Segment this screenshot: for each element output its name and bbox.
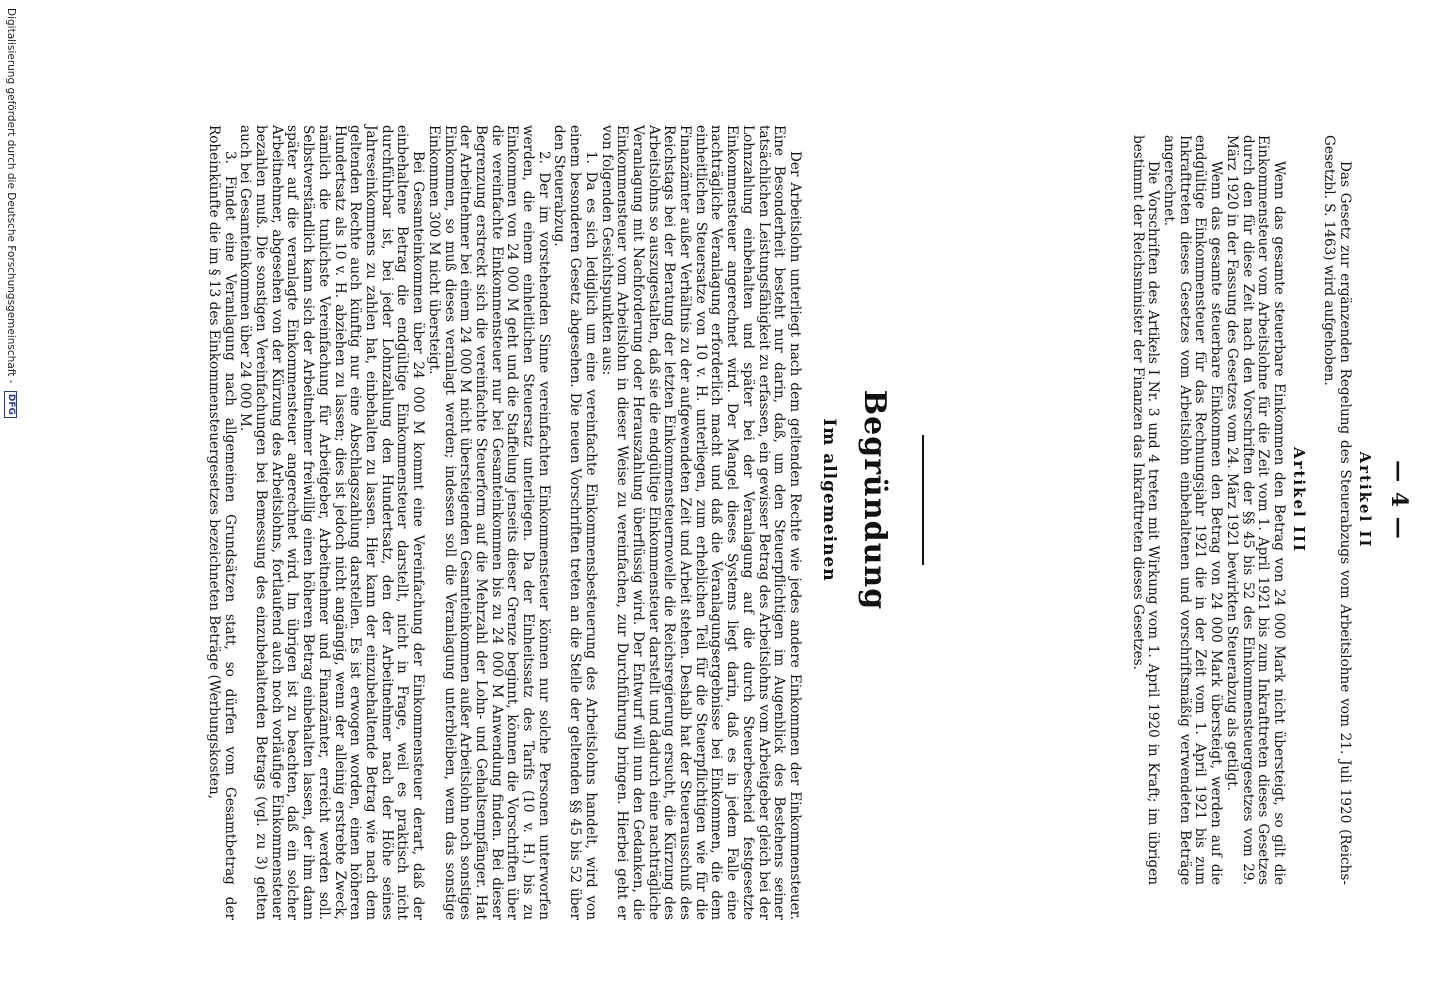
article-2-heading: Artikel II [1356, 451, 1374, 549]
section-divider [922, 435, 924, 565]
footer-text: Digitalisierung gefördert durch die Deutsche Forschungsgemeinschaft - [5, 8, 17, 384]
begruendung-title: Begründung [857, 389, 892, 611]
article-3-paragraph: Wenn das gesamte steuerbare Einkommen den Betrag von 24 000 Mark übersteigt, werden auf die endgültige Einkommensteuer für das Rechnungsjahr 1921 die in der Zeit vom 1. April 1921 bis zum Inkrafttreten dieses Gesetzes vom Arbeitslohn einbehaltenen und vorschriftsmäßig verwendeten Beträge angerechnet. [1161, 135, 1225, 885]
article-2-paragraph: Das Gesetz zur ergänzenden Regelung des Steuerabzugs vom Arbeitslohne vom 21. Juli 1920 (Reichs-Gesetzbl. S. 1463) wird aufgehoben. [1321, 135, 1353, 885]
begruendung-paragraph: Der Arbeitslohn unterliegt nach dem geltenden Rechte wie jedes andere Einkommen der Einkommensteuer. Eine Besonderheit besteht nur darin, daß, um den Steuerpflichtigen im Augenblick des Bestehens seiner tatsächlichen Leistungsfähigkeit zu erfassen, ein gewisser Betrag des Arbeitslohns vom Arbeitgeber gleich bei der Lohnzahlung einbehalten und später bei der Veranlagung auf die durch Steuerbescheid festgesetzte Einkommensteuer angerechnet wird. Der Mangel dieses Systems liegt darin, daß es in jedem Falle eine nachträgliche Veranlagung erforderlich macht und daß die Veranlagungsergebnisse bei Einkommen, die dem einheitlichen Steuersatze von 10 v. H. unterliegen, zum erheblichen Teil für die Steuerpflichtigen wie für die Finanzämter außer Verhältnis zu der aufgewendeten Zeit und Arbeit stehen. Deshalb hat der Steuerausschuß des Reichstags bei der Beratung der letzten Einkommensteuernovelle die Reichsregierung ersucht, die Kürzung des Arbeitslohns so auszugestalten, daß sie die endgültige Einkommensteuer darstellt und dadurch eine nachträgliche Veranlagung mit Nachforderung oder Herauszahlung überflüssig wird. Der Entwurf will nun den Gedanken, die Einkommensteuer vom Arbeitslohn in dieser Weise zu vereinfachen, zur Durchführung bringen. Hierbei geht er von folgenden Gesichtspunkten aus: [598, 125, 803, 920]
digitization-footer [0, 0, 22, 1000]
article-3-paragraph: Die Vorschriften des Artikels I Nr. 3 und 4 treten mit Wirkung vom 1. April 1920 in Kraft; im übrigen bestimmt der Reichsminister der Finanzen das Inkrafttreten dieses Gesetzes. [1129, 135, 1162, 885]
begruendung-paragraph: 1. Da es sich lediglich um eine vereinfachte Einkommensbesteuerung des Arbeitslohns handelt, wird von einem besonderen Gesetz abgesehen. Die neuen Vorschriften treten an die Stelle der geltenden §§ 45 bis 52 über den Steuerabzug. [551, 125, 599, 920]
page-number: — 4 — [1386, 460, 1412, 540]
begruendung-body [205, 125, 802, 920]
article-3-paragraph: Wenn das gesamte steuerbare Einkommen den Betrag von 24 000 Mark nicht übersteigt, so gilt die Einkommensteuer vom Arbeitslohne für die Zeit vom 1. April 1921 bis zum Inkrafttreten dieses Gesetzes durch den für diese Zeit nach den Vorschriften der §§ 45 bis 52 des Einkommensteuergesetzes vom 29. März 1920 in der Fassung des Gesetzes vom 24. März 1921 bewirkten Steuerabzug als getilgt. [1223, 135, 1287, 885]
article-2-body [1321, 135, 1352, 885]
begruendung-paragraph: Bei Gesamteinkommen über 24 000 M kommt eine Vereinfachung der Einkommensteuer derart, daß der einbehaltene Betrag die endgültige Einkommensteuer darstellt, nicht in Frage, weil es praktisch nicht durchführbar ist, bei jeder Lohnzahlung den Hundertsatz, den der Arbeitnehmer nach der Höhe seines Jahreseinkommens zu zahlen hat, einbehalten zu lassen. Hier kann der einzubehaltende Betrag wie nach dem geltenden Rechte auch künftig nur eine Abschlagszahlung darstellen. Es ist erwogen worden, einen höheren Hundertsatz als 10 v. H. abziehen zu lassen; dies ist jedoch nicht angängig, wenn der alleinig erstrebte Zweck, nämlich die tunlichste Vereinfachung für Arbeitgeber, Arbeitnehmer und Finanzämter, erreicht werden soll. Selbstverständlich kann sich der Arbeitnehmer freiwillig einen höheren Betrag einbehalten lassen, der ihm dann später auf die veranlagte Einkommensteuer angerechnet wird. Im übrigen ist zu beachten, daß ein solcher Arbeitnehmer, abgesehen von der Kürzung des Arbeitslohns, fortlaufend auch noch vorläufige Einkommensteuer bezahlen muß. Die sonstigen Vereinfachungen bei Bemessung des einzubehaltenden Betrags (vgl. zu 3) gelten auch bei Gesamteinkommen über 24 000 M. [237, 125, 427, 920]
article-3-heading: Artikel III [1290, 446, 1308, 554]
dfg-logo: DFG [5, 391, 18, 418]
begruendung-paragraph: 2. Der im vorstehenden Sinne vereinfachten Einkommensteuer können nur solche Personen unterworfen werden, die einem einheitlichen Steuersatz unterliegen. Da der Einheitssatz des Tarifs (10 v. H.) bis zu Einkommen von 24 000 M geht und die Staffelung jenseits dieser Grenze beginnt, können die Vorschriften über die vereinfachte Einkommensteuer nur bei Gesamteinkommen bis zu 24 000 M Anwendung finden. Bei dieser Begrenzung erstreckt sich die vereinfachte Steuerform auf die Mehrzahl der Lohn- und Gehaltsempfänger. Hat der Arbeitnehmer bei einem 24 000 M nicht übersteigenden Gesamteinkommen außer Arbeitslohn noch sonstiges Einkommen, so muß dieses veranlagt werden; indessen soll die Veranlagung unterbleiben, wenn das sonstige Einkommen 300 M nicht übersteigt. [425, 125, 552, 920]
article-3-body [1129, 135, 1286, 885]
begruendung-subtitle: Im allgemeinen [819, 418, 839, 582]
begruendung-paragraph: 3. Findet eine Veranlagung nach allgemeinen Grundsätzen statt, so dürfen vom Gesamtbetrag der Roheinkünfte die im § 13 des Einkommensteuergesetzes bezeichneten Beträge (Werbungskosten, [205, 125, 238, 920]
